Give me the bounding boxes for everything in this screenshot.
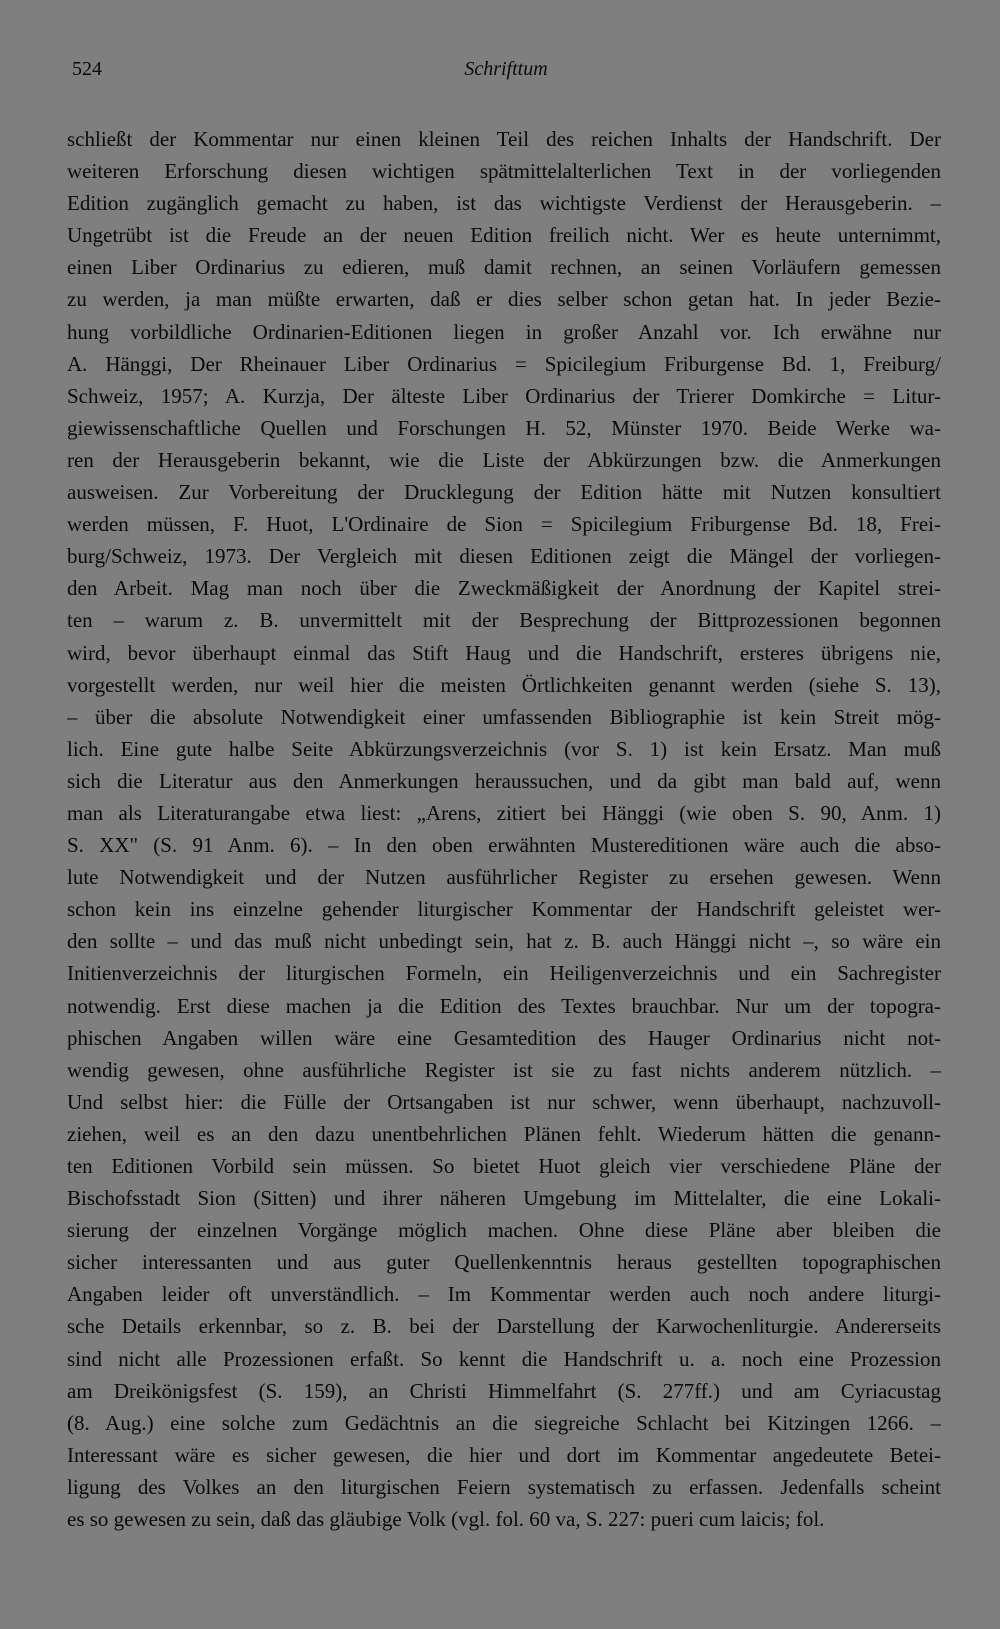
text-line: ren der Herausgeberin bekannt, wie die Liste der Abkürzungen bzw. die Anmerkungen [67,447,941,472]
text-line: Ungetrübt ist die Freude an der neuen Edition freilich nicht. Wer es heute unternimmt, [67,223,941,248]
text-line: vorgestellt werden, nur weil hier die meisten Örtlichkeiten genannt werden (siehe S. 13), [67,672,941,697]
text-line: notwendig. Erst diese machen ja die Edition des Textes brauchbar. Nur um der topogra- [67,993,941,1018]
text-line: den sollte – und das muß nicht unbedingt sein, hat z. B. auch Hänggi nicht –, so wäre ein [67,929,941,954]
text-line: zu werden, ja man müßte erwarten, daß er dies selber schon getan hat. In jeder Bezie- [67,287,941,312]
text-line: am Dreikönigsfest (S. 159), an Christi Himmelfahrt (S. 277ff.) und am Cyriacustag [67,1378,941,1403]
text-line: Interessant wäre es sicher gewesen, die hier und dort im Kommentar angedeutete Betei- [67,1442,941,1467]
text-line: Schweiz, 1957; A. Kurzja, Der älteste Liber Ordinarius der Trierer Domkirche = Litur- [67,383,941,408]
text-line: schon kein ins einzelne gehender liturgischer Kommentar der Handschrift geleistet wer- [67,897,941,922]
text-line: A. Hänggi, Der Rheinauer Liber Ordinarius = Spicilegium Friburgense Bd. 1, Freiburg/ [67,351,941,376]
text-line: ten – warum z. B. unvermittelt mit der Besprechung der Bittprozessionen begonnen [67,608,941,633]
text-line: – über die absolute Notwendigkeit einer umfassenden Bibliographie ist kein Streit mög- [67,704,941,729]
text-line: giewissenschaftliche Quellen und Forschungen H. 52, Münster 1970. Beide Werke wa- [67,415,941,440]
text-line: Initienverzeichnis der liturgischen Formeln, ein Heiligenverzeichnis und ein Sachregister [67,961,941,986]
text-line: S. XX" (S. 91 Anm. 6). – In den oben erwähnten Mustereditionen wäre auch die abso- [67,833,941,858]
text-line: einen Liber Ordinarius zu edieren, muß damit rechnen, an seinen Vorläufern gemessen [67,255,941,280]
text-line: schließt der Kommentar nur einen kleinen Teil des reichen Inhalts der Handschrift. Der [67,127,941,151]
text-line: (8. Aug.) eine solche zum Gedächtnis an die siegreiche Schlacht bei Kitzingen 1266. – [67,1410,941,1435]
text-line: man als Literaturangabe etwa liest: „Arens, zitiert bei Hänggi (wie oben S. 90, Anm. 1) [67,800,941,825]
text-line: Angaben leider oft unverständlich. – Im Kommentar werden auch noch andere liturgi- [67,1282,941,1307]
text-line: phischen Angaben willen wäre eine Gesamtedition des Hauger Ordinarius nicht not- [67,1025,941,1050]
text-line: sierung der einzelnen Vorgänge möglich machen. Ohne diese Pläne aber bleiben die [67,1218,941,1243]
text-line: ziehen, weil es an den dazu unentbehrlichen Plänen fehlt. Wiederum hätten die genann- [67,1121,941,1146]
text-line: lich. Eine gute halbe Seite Abkürzungsverzeichnis (vor S. 1) ist kein Ersatz. Man muß [67,736,941,761]
text-line: sche Details erkennbar, so z. B. bei der Darstellung der Karwochenliturgie. Andererseits [67,1314,941,1339]
text-line: weiteren Erforschung diesen wichtigen spätmittelalterlichen Text in der vorliegenden [67,159,941,184]
text-line: lute Notwendigkeit und der Nutzen ausführlicher Register zu ersehen gewesen. Wenn [67,865,941,890]
text-line: wird, bevor überhaupt einmal das Stift Haug und die Handschrift, ersteres übrigens nie, [67,640,941,665]
text-line: ligung des Volkes an den liturgischen Feiern systematisch zu erfassen. Jedenfalls scheint [67,1474,941,1499]
text-line: sind nicht alle Prozessionen erfaßt. So kennt die Handschrift u. a. noch eine Prozession [67,1346,941,1371]
text-line: ausweisen. Zur Vorbereitung der Drucklegung der Edition hätte mit Nutzen konsultiert [67,480,941,505]
text-line: den Arbeit. Mag man noch über die Zweckmäßigkeit der Anordnung der Kapitel strei- [67,576,941,601]
text-line: Edition zugänglich gemacht zu haben, ist das wichtigste Verdienst der Herausgeberin. – [67,191,941,216]
page-header [72,58,940,88]
text-line: wendig gewesen, ohne ausführliche Register ist sie zu fast nichts anderem nützlich. – [67,1057,941,1082]
text-line: Und selbst hier: die Fülle der Ortsangaben ist nur schwer, wenn überhaupt, nachzuvoll- [67,1089,941,1114]
page-number: 524 [72,58,102,80]
body-text [67,123,941,1535]
text-line: ten Editionen Vorbild sein müssen. So bietet Huot gleich vier verschiedene Pläne der [67,1154,941,1178]
text-line: sich die Literatur aus den Anmerkungen heraussuchen, und da gibt man bald auf, wenn [67,768,941,793]
text-line: es so gewesen zu sein, daß das gläubige Volk (vgl. fol. 60 va, S. 227: pueri cum laicis; fol. [67,1507,825,1532]
text-line: werden müssen, F. Huot, L'Ordinaire de Sion = Spicilegium Friburgense Bd. 18, Frei- [67,512,941,537]
text-line: Bischofsstadt Sion (Sitten) und ihrer näheren Umgebung im Mittelalter, die eine Lokali- [67,1186,941,1211]
text-line: sicher interessanten und aus guter Quellenkenntnis heraus gestellten topographischen [67,1250,941,1275]
text-line: burg/Schweiz, 1973. Der Vergleich mit diesen Editionen zeigt die Mängel der vorliegen- [67,544,941,569]
text-line: hung vorbildliche Ordinarien-Editionen liegen in großer Anzahl vor. Ich erwähne nur [67,319,941,344]
running-title: Schrifttum [464,58,548,80]
